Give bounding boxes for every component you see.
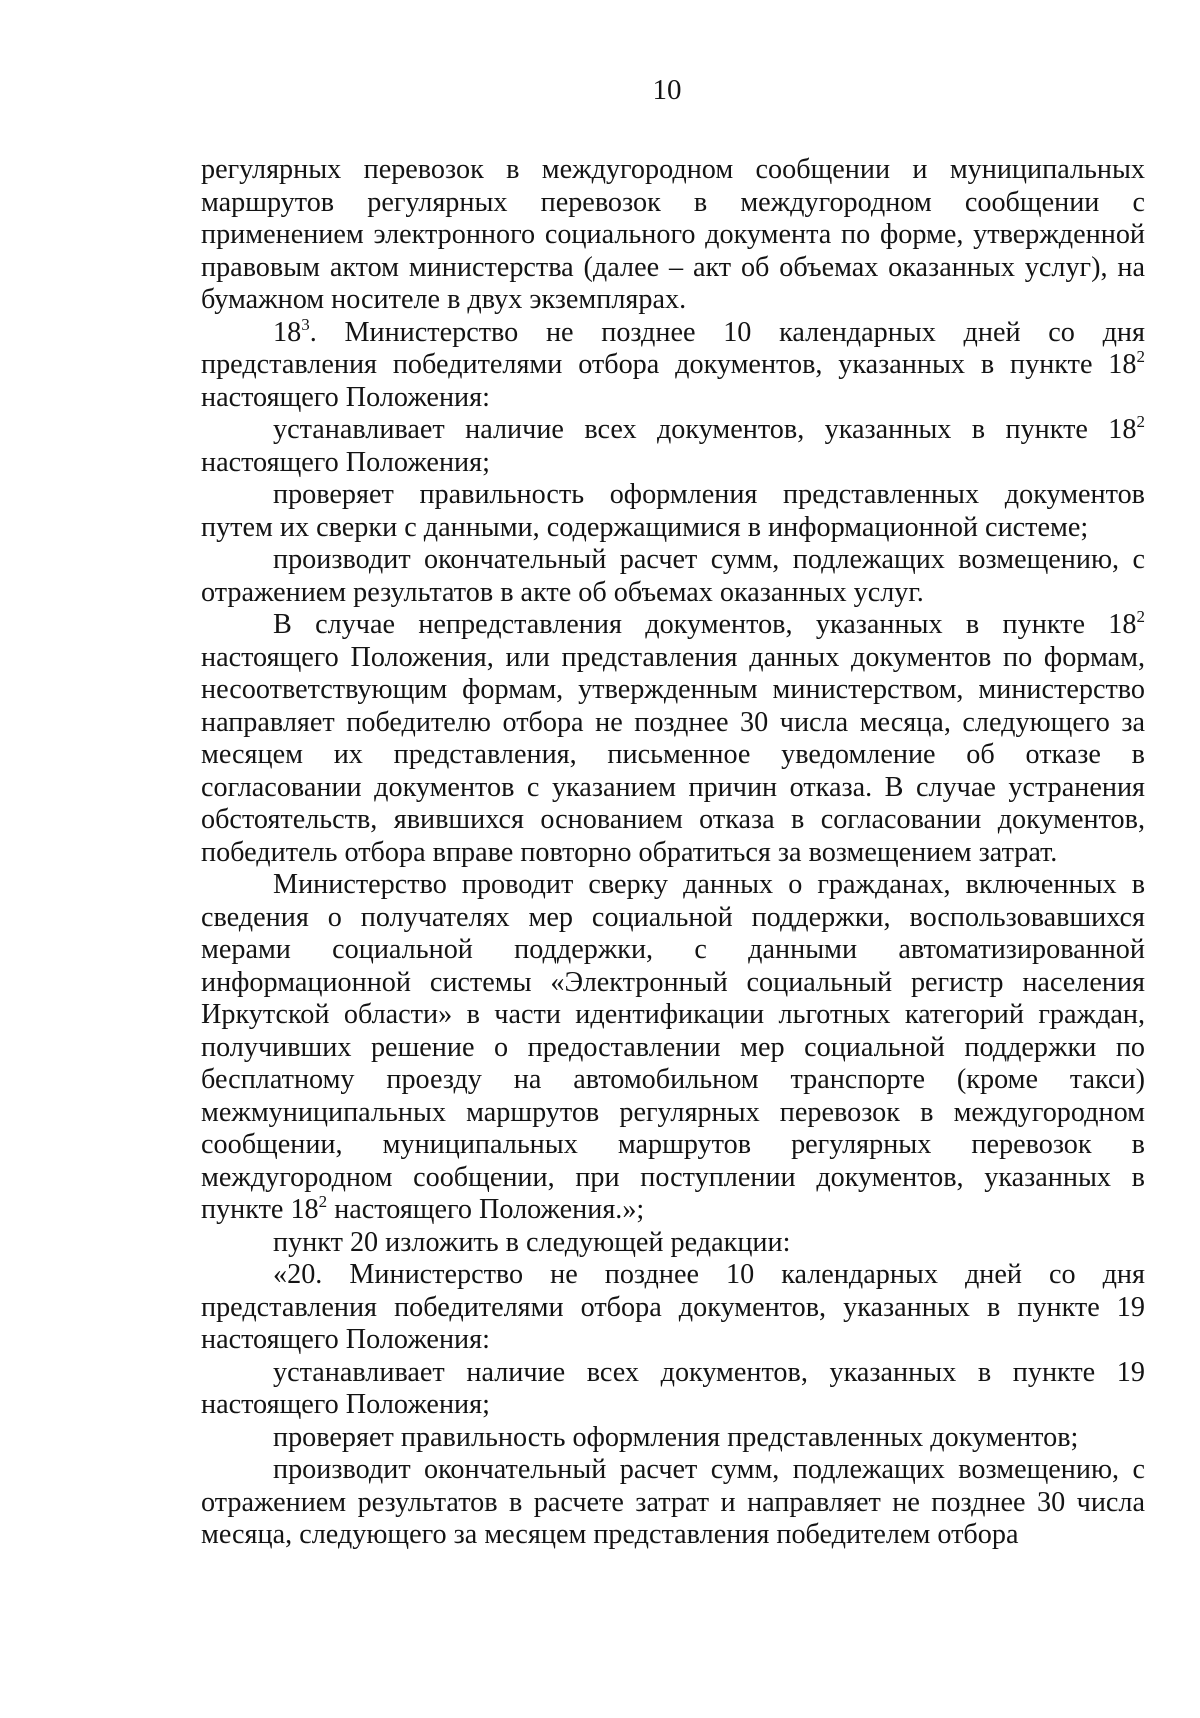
paragraph-text: устанавливает наличие всех документов, указанных в пункте 18	[273, 414, 1137, 445]
superscript: 3	[301, 314, 310, 334]
paragraph-text: настоящего Положения:	[201, 381, 490, 413]
paragraph	[201, 1259, 1145, 1357]
superscript: 2	[318, 1192, 328, 1211]
paragraph	[201, 869, 1145, 1227]
paragraph-text: «20. Министерство не позднее 10 календарных дней со дня представления победителями отбора документов, указанных в пункте 19 настоящего Положения:	[201, 1259, 1145, 1355]
superscript: 2	[1136, 412, 1145, 431]
paragraph	[201, 1227, 1145, 1260]
paragraph-text: устанавливает наличие всех документов, указанных в пункте 19 настоящего Положения;	[201, 1356, 1145, 1420]
paragraph	[201, 1422, 1145, 1455]
paragraph-text: Министерство проводит сверку данных о гражданах, включенных в сведения о получателях мер социальной поддержки, воспользовавшихся мерами социальной поддержки, с данными автоматизированной информационной системы «Электронный социальный регистр населения Иркутской области» в части идентификации льготных категорий граждан, получивших решение о предоставлении мер социальной поддержки по бесплатному проезду на автомобильном транспорте (кроме такси) межмуниципальных маршрутов регулярных перевозок в междугородном сообщении, муниципальных маршрутов регулярных перевозок в междугородном сообщении, при поступлении документов, указанных в пункте 18	[201, 869, 1145, 1225]
paragraph	[201, 544, 1145, 609]
paragraph-text: пункт 20 изложить в следующей редакции:	[273, 1226, 791, 1258]
paragraph-text: настоящего Положения;	[201, 446, 490, 478]
superscript: 2	[1136, 607, 1145, 626]
paragraph	[201, 609, 1145, 869]
paragraph	[201, 1357, 1145, 1422]
superscript: 2	[1136, 347, 1145, 366]
paragraph-text: 18	[273, 316, 302, 348]
paragraph	[201, 414, 1145, 479]
paragraph-text: проверяет правильность оформления представленных документов;	[273, 1421, 1079, 1453]
paragraph-text: настоящего Положения, или представления данных документов по формам, несоответствующим формам, утвержденным министерством, министерство направляет победителю отбора не позднее 30 числа месяца, следующего за месяцем их представления, письменное уведомление об отказе в согласовании документов с указанием причин отказа. В случае устранения обстоятельств, явившихся основанием отказа в согласовании документов, победитель отбора вправе повторно обратиться за возмещением затрат.	[201, 641, 1145, 868]
paragraph-text: настоящего Положения.»;	[327, 1194, 645, 1225]
page-number: 10	[652, 74, 682, 106]
paragraph-text: . Министерство не позднее 10 календарных дней со дня представления победителями отбора документов, указанных в пункте 18	[201, 316, 1145, 380]
paragraph	[201, 314, 1145, 415]
paragraph-text: производит окончательный расчет сумм, подлежащих возмещению, с отражением результатов в акте об объемах оказанных услуг.	[201, 544, 1145, 608]
paragraph-text: производит окончательный расчет сумм, подлежащих возмещению, с отражением результатов в расчете затрат и направляет не позднее 30 числа месяца, следующего за месяцем представления победителем отбора	[201, 1454, 1145, 1550]
paragraph-text: регулярных перевозок в междугородном сообщении и муниципальных маршрутов регулярных перевозок в междугородном сообщении с применением электронного социального документа по форме, утвержденной правовым актом министерства (далее – акт об объемах оказанных услуг), на бумажном носителе в двух экземплярах.	[201, 154, 1145, 315]
document-body	[201, 154, 1145, 1552]
paragraph	[201, 154, 1145, 317]
paragraph	[201, 1454, 1145, 1552]
paragraph-text: В случае непредставления документов, указанных в пункте 18	[273, 609, 1137, 640]
paragraph-text: проверяет правильность оформления представленных документов путем их сверки с данными, содержащимися в информационной системе;	[201, 479, 1145, 543]
paragraph	[201, 479, 1145, 544]
